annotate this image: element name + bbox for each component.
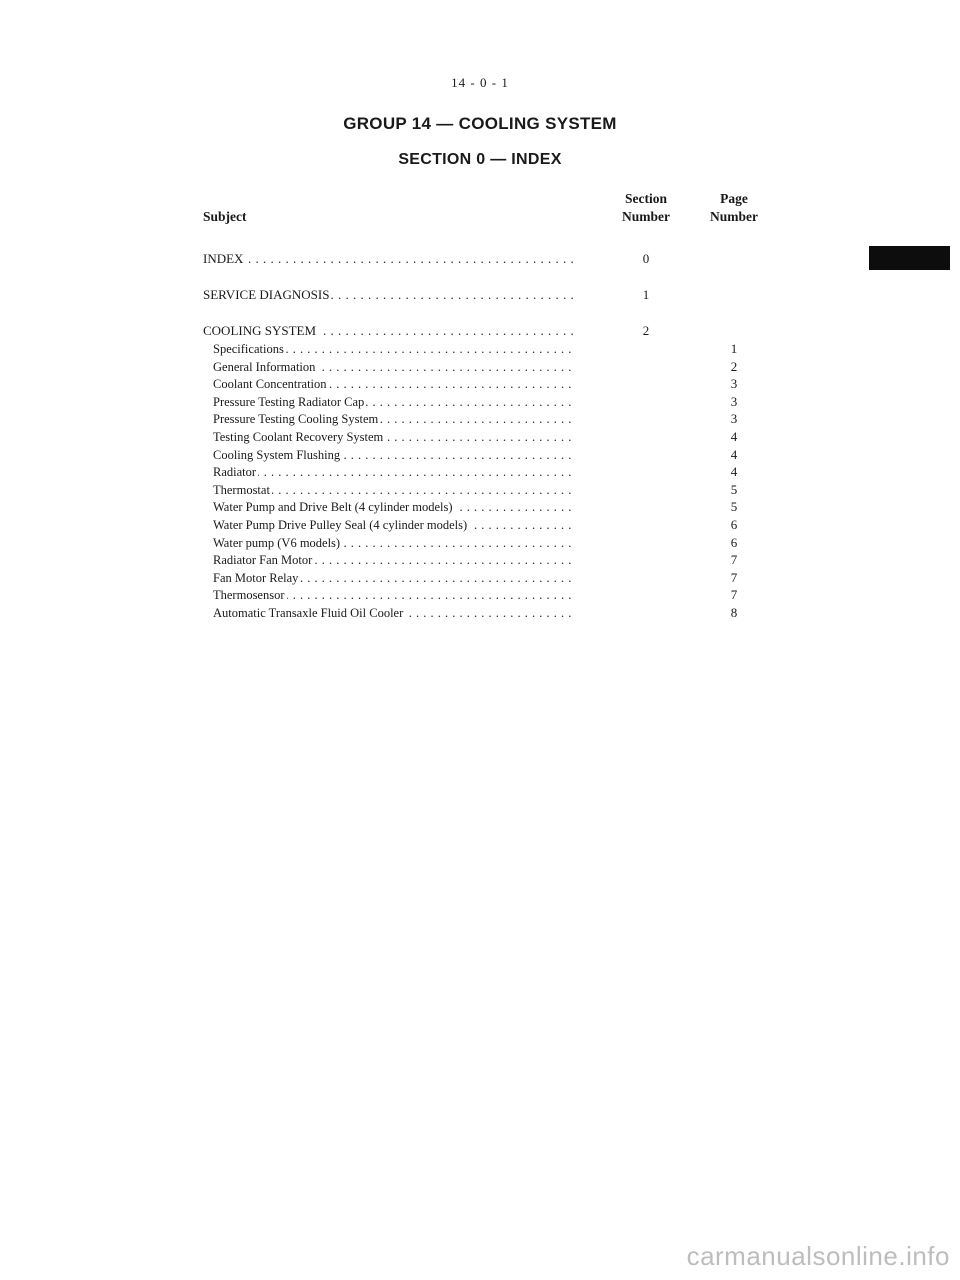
toc-entry-leader: [213, 428, 575, 446]
toc-entry-page-number: 7: [730, 552, 738, 568]
toc-entry-subject: Testing Coolant Recovery System: [213, 430, 384, 444]
toc-entry-page-number: 4: [730, 446, 738, 462]
toc-sub-entry: [0, 393, 800, 411]
toc-entry-leader: [213, 481, 575, 499]
toc-sub-entry: [0, 569, 800, 587]
toc-entry-leader: [203, 250, 575, 268]
toc-sub-entry: [0, 340, 800, 358]
toc-entry-page-number: 4: [730, 429, 738, 444]
toc-entry-subject: SERVICE DIAGNOSIS: [203, 287, 330, 302]
toc-sub-entry: [0, 534, 800, 552]
toc-entry-page-number: 3: [730, 411, 738, 427]
header-page-line2: Number: [710, 209, 758, 224]
toc-entry-subject: Radiator: [213, 465, 257, 480]
toc-entry-page-number: 3: [730, 376, 738, 392]
header-page-number: [698, 190, 770, 226]
toc-entry-leader: [213, 569, 575, 587]
toc-entry-leader: [213, 463, 575, 481]
toc-entry-subject: Water Pump and Drive Belt (4 cylinder models): [213, 500, 453, 515]
toc-entry-subject: COOLING SYSTEM: [203, 323, 317, 338]
toc-main-entry: [0, 322, 800, 340]
header-subject: Subject: [203, 209, 247, 224]
section-title: SECTION 0 — INDEX: [398, 151, 562, 168]
toc-sub-entry: [0, 551, 800, 569]
toc-sub-entry: [0, 604, 800, 622]
header-section-line2: Number: [622, 209, 670, 224]
toc-entry-subject: Thermosensor: [213, 588, 285, 603]
toc-entry-leader: [213, 358, 575, 376]
toc-entry-subject: Cooling System Flushing: [213, 447, 341, 462]
toc-sub-entry: [0, 463, 800, 481]
toc-sub-entry: [0, 481, 800, 499]
toc-entry-leader: [213, 498, 575, 516]
toc-sub-entry: [0, 428, 800, 446]
toc-entry-section-number: 0: [642, 251, 650, 266]
toc-entry-page-number: 3: [730, 393, 738, 409]
toc-entry-section-number: 2: [642, 323, 650, 338]
toc-sub-entry: [0, 358, 800, 376]
toc-entry-page-number: 1: [730, 341, 738, 356]
toc-entry-subject: INDEX: [203, 251, 244, 266]
toc-sub-entry: [0, 498, 800, 516]
toc-entry-leader: [213, 410, 575, 428]
toc-entry-section-number: 1: [642, 287, 650, 302]
toc-entry-subject: Fan Motor Relay: [213, 570, 299, 585]
toc-entry-leader: [213, 551, 575, 569]
toc-entry-leader: [213, 604, 575, 622]
toc-entry-leader: [213, 516, 575, 534]
toc-entry-leader: [213, 586, 575, 604]
toc-entry-subject: Water Pump Drive Pulley Seal (4 cylinder models): [213, 518, 468, 532]
toc-entry-subject: Thermostat: [213, 482, 270, 497]
toc-sub-entry: [0, 410, 800, 428]
toc-entry-subject: General Information: [213, 359, 316, 374]
toc-entry-leader: [203, 322, 575, 340]
toc-entry-page-number: 4: [730, 464, 738, 480]
page-number: 14 - 0 - 1: [451, 75, 509, 90]
toc-entry-leader: [213, 534, 575, 552]
toc-entry-page-number: 8: [730, 605, 738, 620]
toc-entry-page-number: 2: [730, 358, 738, 374]
toc-sub-entry: [0, 446, 800, 464]
toc-sub-entry: [0, 375, 800, 393]
toc-entry-subject: Pressure Testing Cooling System: [213, 412, 379, 427]
toc-main-entry: [0, 286, 800, 304]
group-title: GROUP 14 — COOLING SYSTEM: [343, 114, 617, 133]
toc-entry-subject: Radiator Fan Motor: [213, 553, 313, 568]
toc-entry-page-number: 5: [730, 481, 738, 497]
watermark: carmanualsonline.info: [686, 1241, 950, 1271]
toc-entry-page-number: 6: [730, 534, 738, 550]
header-page-line1: Page: [720, 191, 748, 206]
toc-entry-subject: Pressure Testing Radiator Cap: [213, 394, 365, 409]
section-side-tab: [869, 246, 950, 270]
toc-sub-entry: [0, 516, 800, 534]
toc-entry-page-number: 7: [730, 569, 738, 585]
toc-entry-page-number: 7: [730, 587, 738, 603]
header-section-number: [605, 190, 687, 226]
toc-entry-leader: [213, 375, 575, 393]
toc-entry-page-number: 5: [730, 499, 738, 515]
toc-main-entry: [0, 250, 800, 268]
toc-entry-leader: [213, 446, 575, 464]
toc-sub-entry: [0, 586, 800, 604]
toc-entry-leader: [213, 393, 575, 411]
toc-entry-leader: [203, 286, 575, 304]
toc-entry-leader: [213, 340, 575, 358]
toc-entry-subject: Coolant Concentration: [213, 377, 327, 392]
header-section-line1: Section: [625, 191, 667, 206]
toc-entry-subject: Automatic Transaxle Fluid Oil Cooler: [213, 606, 404, 620]
toc-entry-page-number: 6: [730, 517, 738, 532]
toc-entry-subject: Water pump (V6 models): [213, 535, 341, 550]
toc-entry-subject: Specifications: [213, 342, 284, 356]
